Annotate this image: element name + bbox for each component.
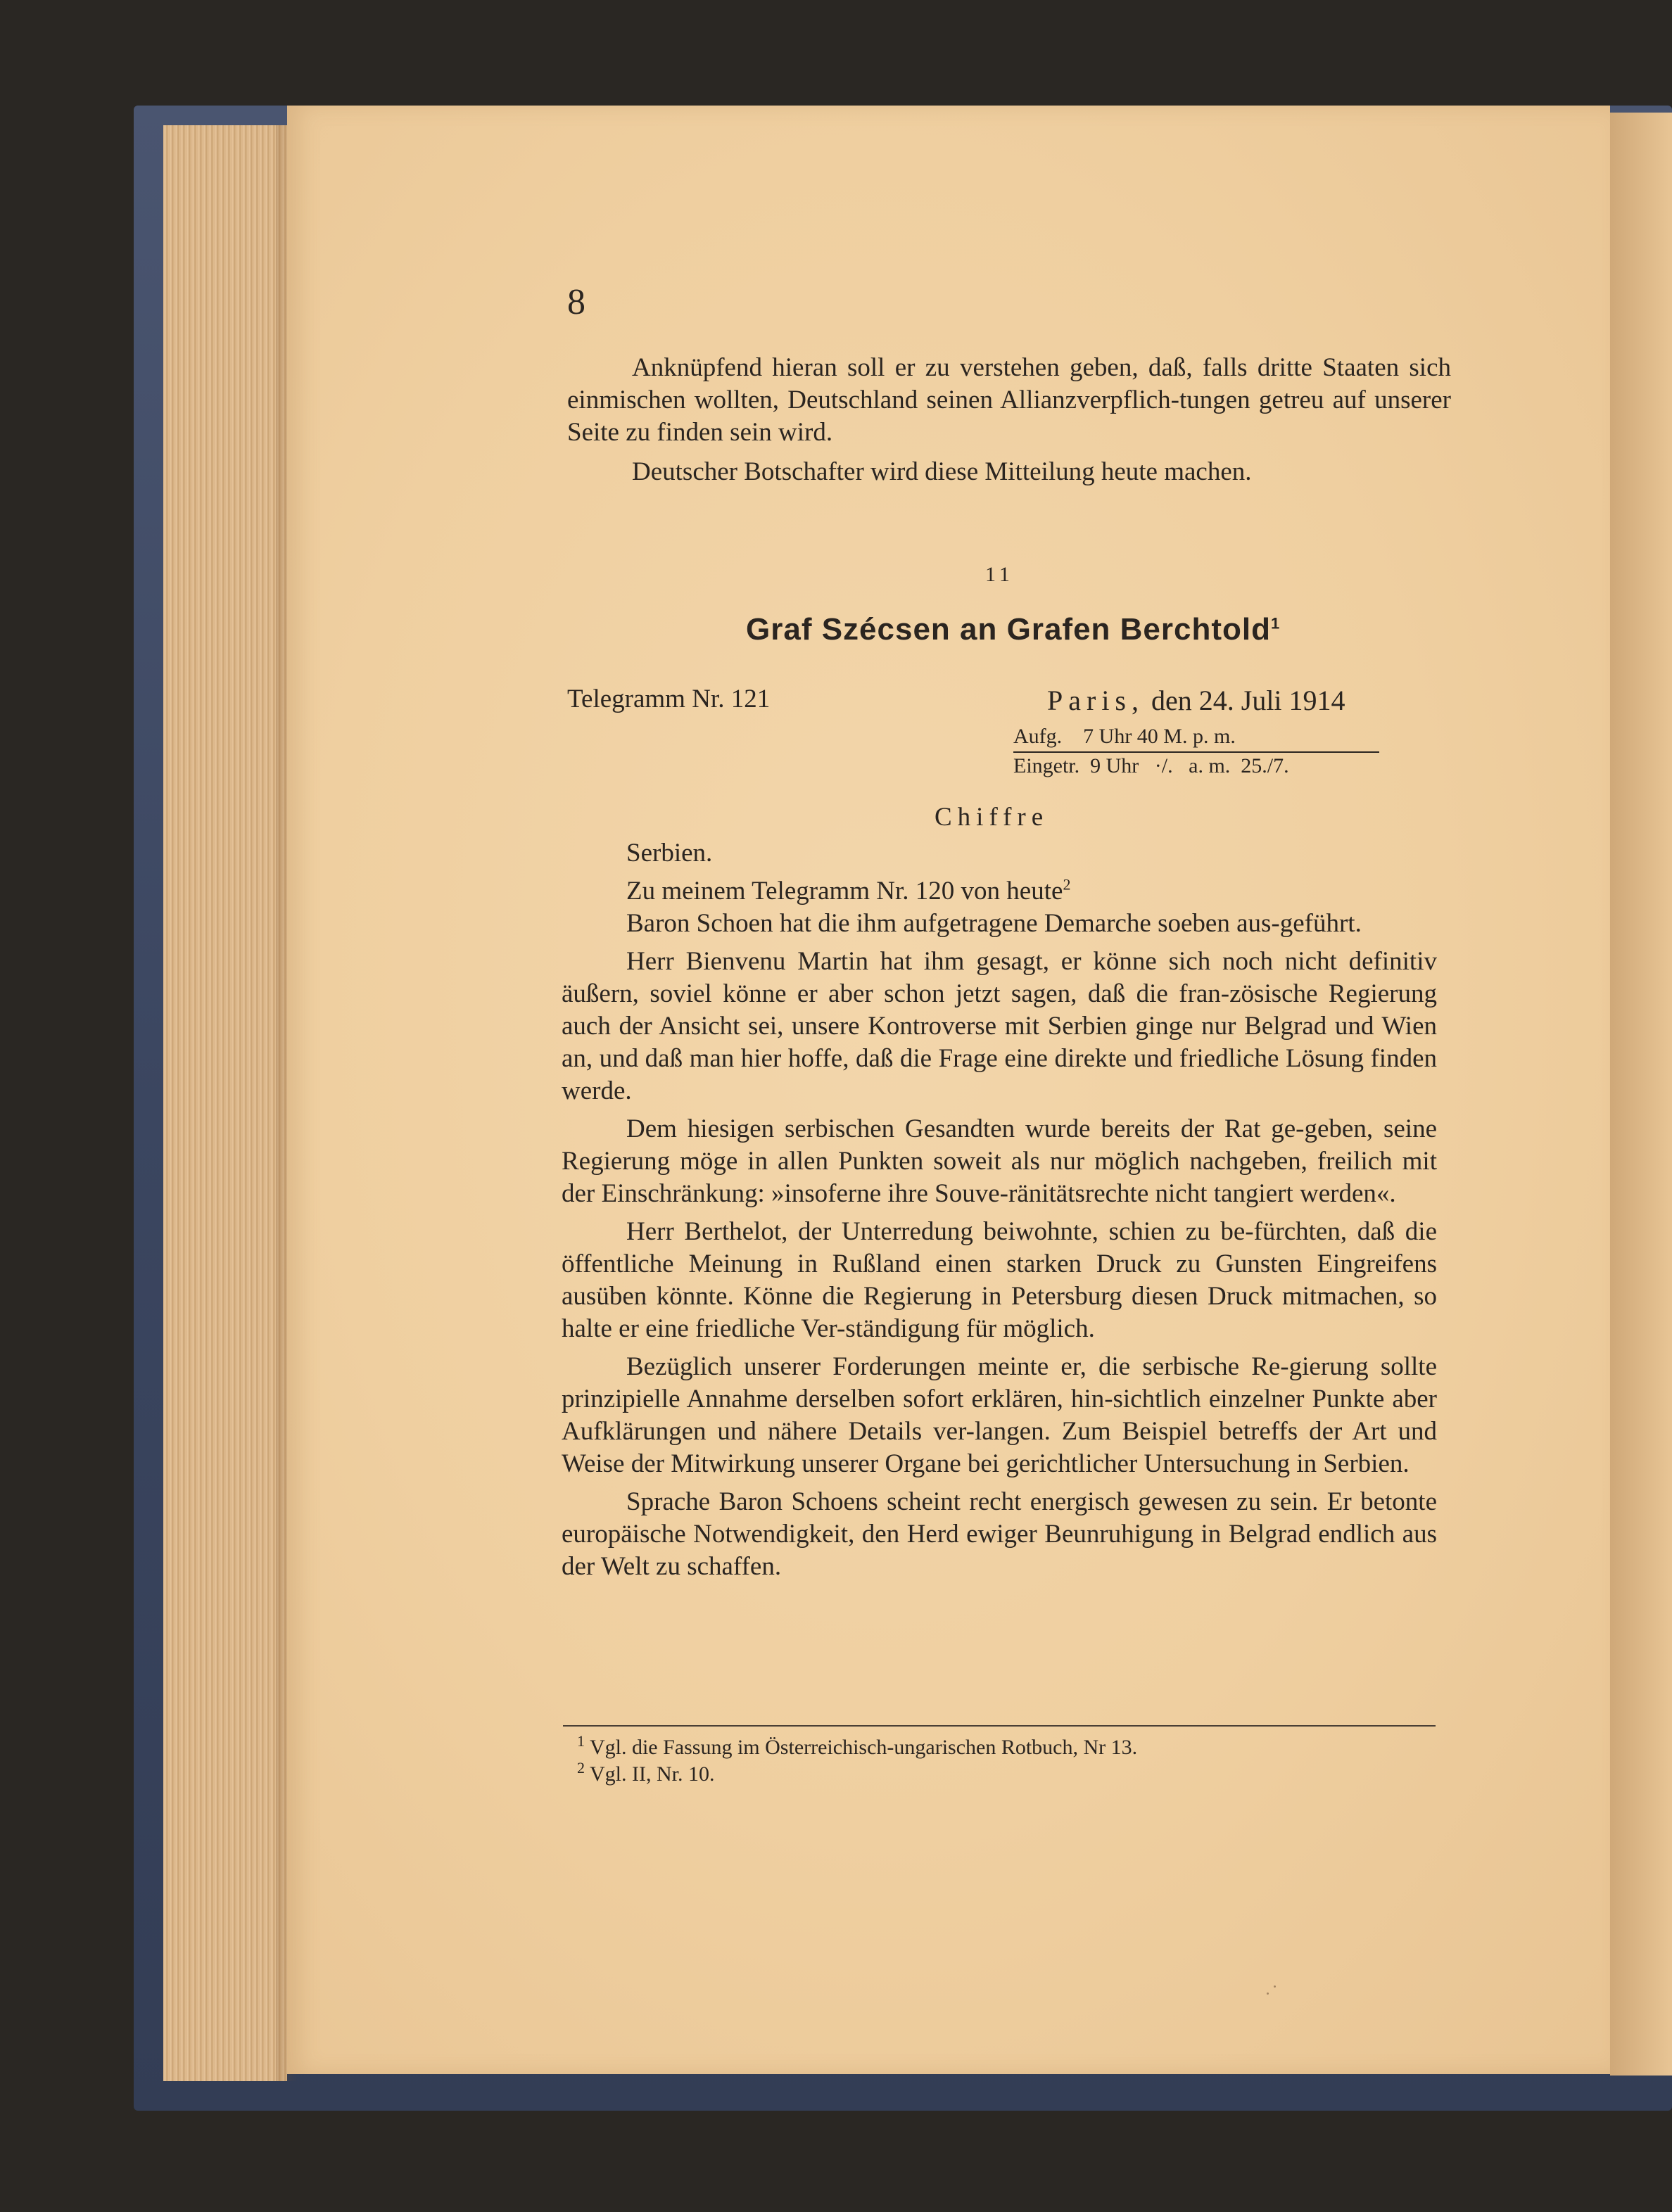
body-text [562,837,1437,1583]
telegram-place: Paris, [1047,685,1144,716]
body-paragraph-5: Bezüglich unserer Forderungen meinte er, die serbische Re-gierung sollte prinzipielle Annahme derselben sofort erklären, hin-sichtlich einzelner Punkte aber Aufklärungen und nähere Details ver-langen. Zum Beispiel betreffs der Art und Weise der Mitwirkung unserer Organe bei gerichtlicher Untersuchung in Serbien. [562,1352,1437,1478]
footnote-1 [577,1732,1138,1760]
intro-paragraph-1: Anknüpfend hieran soll er zu verstehen geben, daß, falls dritte Staaten sich einmischen wollten, Deutschland seinen Allianzverpflich-tungen getreu auf unserer Seite zu finden sein wird. [567,353,1451,447]
body-paragraph-2: Herr Bienvenu Martin hat ihm gesagt, er könne sich noch nicht definitiv äußern, soviel könne er aber schon jetzt sagen, daß die fran-zösische Regierung auch der Ansicht sei, unsere Kontroverse mit Serbien ginge nur Belgrad und Wien an, und daß man hier hoffe, daß die Frage eine direkte und friedliche Lösung finden werde. [562,947,1437,1105]
body-paragraph-6: Sprache Baron Schoens scheint recht energisch gewesen zu sein. Er betonte europäische Notwendigkeit, den Herd ewiger Beunruhigung in Belgrad endlich aus der Welt zu schaffen. [562,1487,1437,1581]
footnote-2-text: Vgl. II, Nr. 10. [589,1762,715,1786]
reference-line-text: Zu meinem Telegramm Nr. 120 von heute [626,877,1063,905]
dispatch-time: Aufg. 7 Uhr 40 M. p. m. [1013,725,1379,753]
intro-text [567,352,1451,488]
body-paragraph-4: Herr Berthelot, der Unterredung beiwohnte, schien zu be-fürchten, daß die öffentliche Meinung in Rußland einen starken Druck zu Gunsten Eingreifens ausüben könnte. Könne die Regierung in Petersburg diesen Druck mitmachen, so halte er eine friedliche Ver-ständigung für möglich. [562,1217,1437,1343]
heading-text: Graf Szécsen an Grafen Berchtold [746,612,1271,647]
next-page-edge [1610,113,1672,2076]
paper-speck [1274,1985,1276,1988]
reference-footnote-mark: 2 [1063,875,1071,894]
cipher-label-text: Chiffre [935,803,1049,832]
telegram-date: den 24. Juli 1914 [1151,685,1345,716]
page-number: 8 [567,282,585,322]
heading-footnote-mark: 1 [1271,614,1281,633]
body-paragraph-1: Baron Schoen hat die ihm aufgetragene Demarche soeben aus-geführt. [626,909,1362,938]
intro-paragraph-2: Deutscher Botschafter wird diese Mitteilung heute machen. [632,457,1252,486]
page-edges [163,125,287,2081]
footnote-2 [577,1759,715,1787]
paper-speck [1267,1992,1269,1995]
document-heading [746,612,1280,647]
received-time: Eingetr. 9 Uhr ·/. a. m. 25./7. [1013,754,1289,777]
reference-line [562,875,1437,908]
body-paragraph-3: Dem hiesigen serbischen Gesandten wurde bereits der Rat ge-geben, seine Regierung möge in allen Punkten soweit als nur möglich nachgeben, freilich mit der Einschränkung: »insoferne ihre Souve-ränitätsrechte nicht tangiert werden«. [562,1114,1437,1208]
footnote-1-mark: 1 [577,1732,585,1750]
body-paragraph-serbien: Serbien. [626,839,713,867]
telegram-place-date [1047,684,1345,717]
footnote-divider [563,1725,1436,1727]
footnote-2-mark: 2 [577,1759,585,1776]
telegram-label: Telegramm Nr. 121 [567,685,771,713]
footnote-1-text: Vgl. die Fassung im Österreichisch-ungarischen Rotbuch, Nr 13. [589,1736,1138,1759]
document-number: 11 [985,563,1014,586]
